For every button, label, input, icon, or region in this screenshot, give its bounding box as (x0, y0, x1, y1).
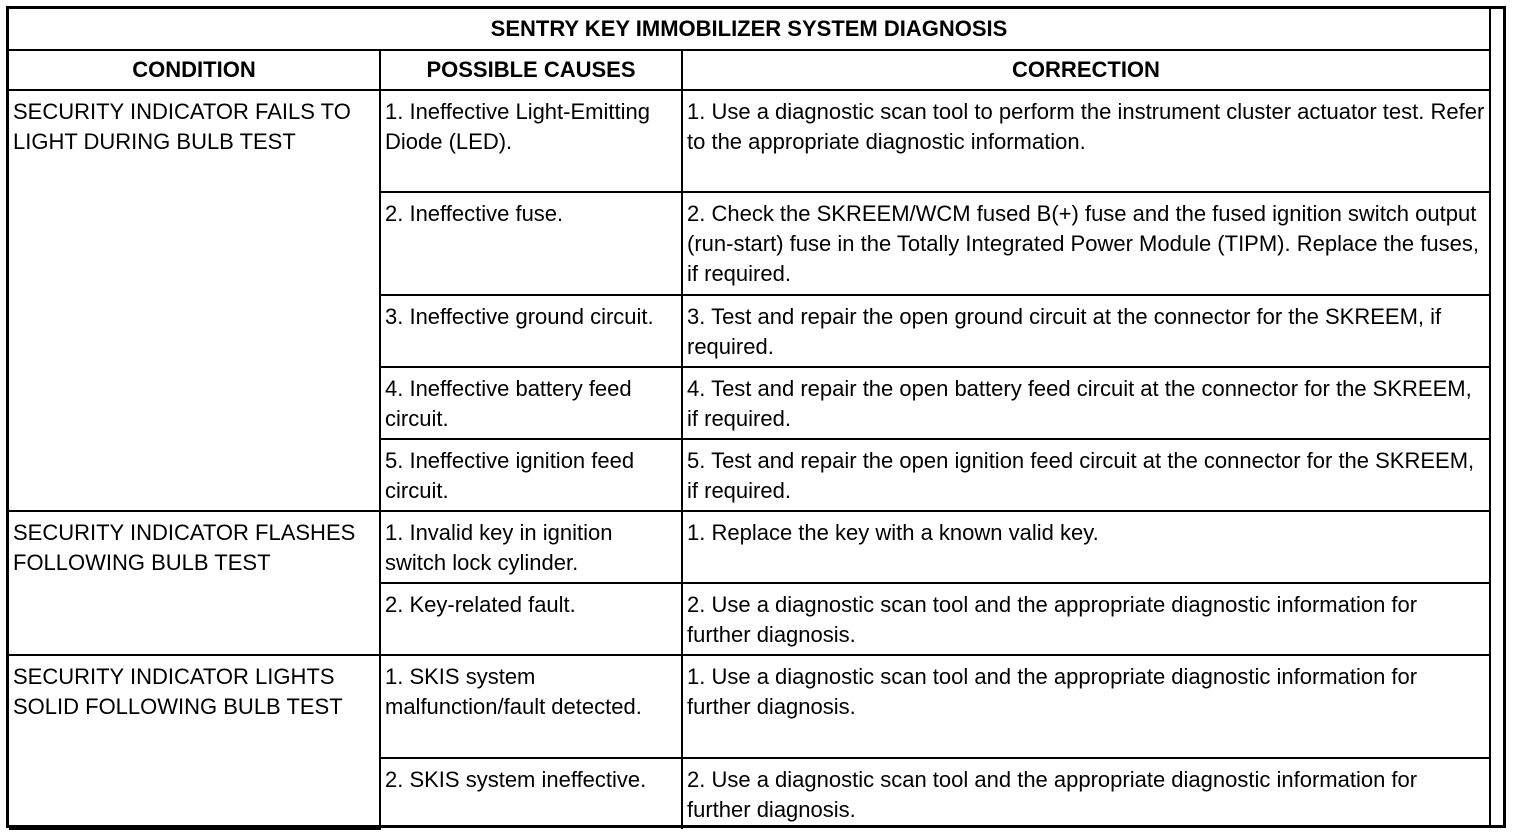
correction-cell: 4. Test and repair the open battery feed circuit at the connector for the SKREEM, if required. (682, 367, 1489, 439)
table-title: SENTRY KEY IMMOBILIZER SYSTEM DIAGNOSIS (9, 9, 1489, 50)
cause-cell: 2. SKIS system ineffective. (380, 758, 682, 829)
correction-cell: 3. Test and repair the open ground circuit at the connector for the SKREEM, if required. (682, 295, 1489, 367)
cause-cell: 1. Ineffective Light-Emitting Diode (LED). (380, 90, 682, 192)
cause-cell: 1. SKIS system malfunction/fault detected. (380, 655, 682, 758)
correction-cell: 1. Use a diagnostic scan tool to perform the instrument cluster actuator test. Refer to the appropriate diagnostic information. (682, 90, 1489, 192)
condition-cell: SECURITY INDICATOR FLASHES FOLLOWING BULB TEST (9, 511, 380, 655)
column-header-possible-causes: POSSIBLE CAUSES (380, 50, 682, 90)
title-row (9, 9, 1489, 50)
table-row (9, 511, 1489, 583)
cause-cell: 5. Ineffective ignition feed circuit. (380, 439, 682, 511)
correction-cell: 5. Test and repair the open ignition feed circuit at the connector for the SKREEM, if required. (682, 439, 1489, 511)
right-edge-rule (1489, 9, 1491, 825)
table-row (9, 90, 1489, 192)
correction-cell: 1. Use a diagnostic scan tool and the appropriate diagnostic information for further diagnosis. (682, 655, 1489, 758)
table-row (9, 655, 1489, 758)
cause-cell: 4. Ineffective battery feed circuit. (380, 367, 682, 439)
cause-cell: 2. Ineffective fuse. (380, 192, 682, 295)
condition-cell: SECURITY INDICATOR LIGHTS SOLID FOLLOWING BULB TEST (9, 655, 380, 829)
correction-cell: 2. Use a diagnostic scan tool and the appropriate diagnostic information for further diagnosis. (682, 758, 1489, 829)
correction-cell: 2. Use a diagnostic scan tool and the appropriate diagnostic information for further diagnosis. (682, 583, 1489, 655)
cause-cell: 2. Key-related fault. (380, 583, 682, 655)
cause-cell: 1. Invalid key in ignition switch lock cylinder. (380, 511, 682, 583)
column-header-condition: CONDITION (9, 50, 380, 90)
header-row (9, 50, 1489, 90)
condition-cell: SECURITY INDICATOR FAILS TO LIGHT DURING BULB TEST (9, 90, 380, 511)
diagnosis-table (9, 9, 1489, 830)
correction-cell: 2. Check the SKREEM/WCM fused B(+) fuse and the fused ignition switch output (run-start) fuse in the Totally Integrated Power Module (TIPM). Replace the fuses, if required. (682, 192, 1489, 295)
column-header-correction: CORRECTION (682, 50, 1489, 90)
correction-cell: 1. Replace the key with a known valid key. (682, 511, 1489, 583)
cause-cell: 3. Ineffective ground circuit. (380, 295, 682, 367)
